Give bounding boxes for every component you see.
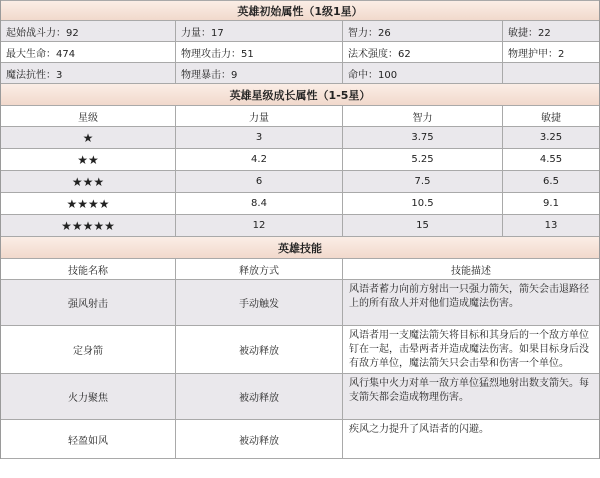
growth-value: 8.4 [176, 193, 343, 214]
skill-description: 风语者用一支魔法箭矢将目标和其身后的一个敌方单位钉在一起，击晕两者并造成魔法伤害。如果目标身后没有敌方单位，魔法箭矢只会击晕和伤害一个单位。 [349, 330, 589, 369]
col-header-cast-type: 释放方式 [176, 259, 343, 279]
growth-value: 13 [544, 220, 558, 231]
growth-row [1, 171, 599, 193]
star-level: ★★★★ [1, 193, 176, 214]
base-attr-cell: 力量：17 [176, 21, 343, 41]
base-attr-row [1, 42, 599, 63]
growth-value: 15 [343, 215, 503, 236]
growth-value: 4.55 [539, 154, 563, 165]
base-attr-cell: 物理暴击：9 [176, 63, 343, 83]
col-header-strength: 力量 [176, 106, 343, 126]
base-attr-cell: 敏捷：22 [508, 27, 551, 39]
skill-cast-type: 被动释放 [176, 326, 343, 373]
skill-name: 定身箭 [1, 326, 176, 373]
col-header-agility: 敏捷 [541, 112, 561, 124]
star-level: ★★★ [1, 171, 176, 192]
growth-row [1, 193, 599, 215]
skill-name: 强风射击 [1, 280, 176, 325]
growth-row [1, 127, 599, 149]
growth-row [1, 149, 599, 171]
growth-value: 3.25 [539, 132, 563, 143]
skill-row [1, 420, 599, 459]
growth-row [1, 215, 599, 237]
star-level: ★ [1, 127, 176, 148]
growth-value: 4.2 [176, 149, 343, 170]
skills-title: 英雄技能 [1, 237, 599, 258]
growth-value: 6 [176, 171, 343, 192]
growth-value: 3 [176, 127, 343, 148]
growth-value: 3.75 [343, 127, 503, 148]
base-attr-cell: 最大生命：474 [1, 42, 176, 62]
skill-description: 疾风之力提升了风语者的闪避。 [349, 424, 489, 435]
col-header-star-level: 星级 [1, 106, 176, 126]
col-header-skill-name: 技能名称 [1, 259, 176, 279]
skills-column-headers [1, 259, 599, 280]
skill-name: 火力聚焦 [1, 374, 176, 419]
skill-cast-type: 被动释放 [176, 374, 343, 419]
col-header-intelligence: 智力 [343, 106, 503, 126]
skills-header-row [1, 237, 599, 259]
growth-value: 6.5 [543, 176, 559, 187]
base-attr-cell: 智力：26 [343, 21, 503, 41]
star-level: ★★★★★ [1, 215, 176, 236]
skill-cast-type: 被动释放 [176, 420, 343, 458]
growth-value: 5.25 [343, 149, 503, 170]
growth-value: 7.5 [343, 171, 503, 192]
base-attr-cell: 起始战斗力：92 [1, 21, 176, 41]
growth-value: 10.5 [343, 193, 503, 214]
growth-header-row [1, 84, 599, 106]
skill-row [1, 374, 599, 420]
star-level: ★★ [1, 149, 176, 170]
col-header-skill-desc: 技能描述 [451, 265, 491, 277]
growth-column-headers [1, 106, 599, 127]
base-attr-row [1, 63, 599, 84]
base-attr-title: 英雄初始属性（1级1星） [1, 1, 599, 20]
skill-description: 风行集中火力对单一敌方单位猛烈地射出数支箭矢。每支箭矢都会造成物理伤害。 [349, 378, 589, 403]
base-attr-header-row [1, 0, 599, 21]
base-attr-cell: 法术强度：62 [343, 42, 503, 62]
growth-value: 9.1 [543, 198, 559, 209]
base-attr-cell: 物理护甲：2 [508, 48, 565, 60]
base-attr-cell: 物理攻击力：51 [176, 42, 343, 62]
growth-title: 英雄星级成长属性（1-5星） [1, 84, 599, 105]
skill-cast-type: 手动触发 [176, 280, 343, 325]
skill-description: 风语者蓄力向前方射出一只强力箭矢，箭矢会击退路径上的所有敌人并对他们造成魔法伤害。 [349, 284, 589, 309]
skill-name: 轻盈如风 [1, 420, 176, 458]
growth-value: 12 [176, 215, 343, 236]
base-attr-cell: 命中：100 [343, 63, 503, 83]
base-attr-row [1, 21, 599, 42]
base-attr-cell [503, 63, 599, 83]
skill-row [1, 280, 599, 326]
skill-row [1, 326, 599, 374]
base-attr-cell: 魔法抗性：3 [1, 63, 176, 83]
